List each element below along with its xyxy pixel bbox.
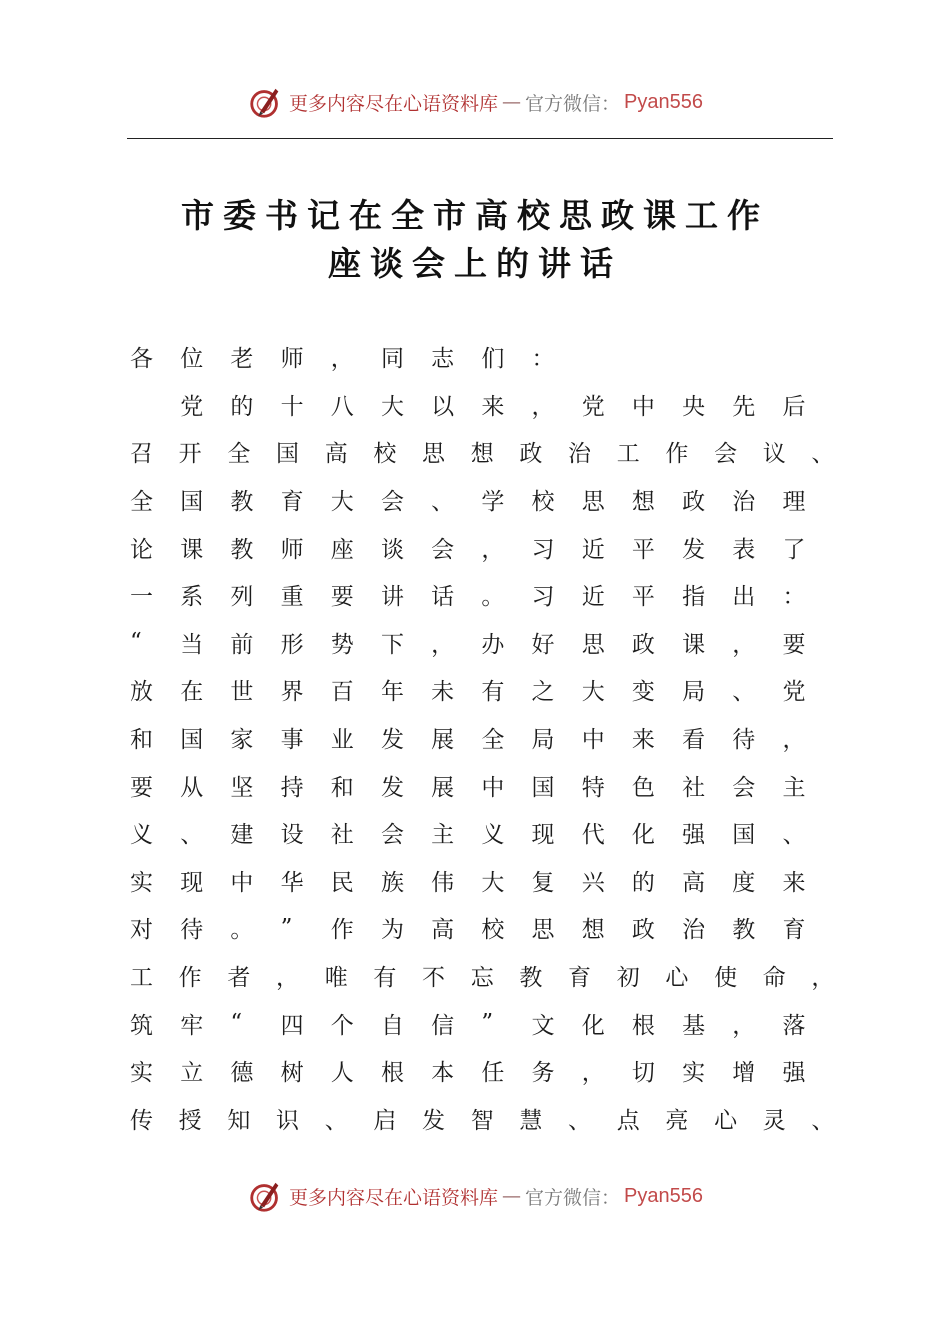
text-char: 教 [732, 917, 756, 944]
text-char: 发 [380, 727, 404, 754]
text-char: 局 [682, 679, 706, 706]
text-char: 党 [782, 679, 806, 706]
text-char: 、 [431, 489, 455, 516]
text-char: 持 [280, 774, 304, 801]
text-char: 校 [373, 441, 397, 468]
text-char: 大 [481, 869, 505, 896]
header-divider [127, 138, 833, 139]
text-char: 主 [782, 774, 806, 801]
text-char: 有 [481, 679, 505, 706]
text-line [130, 952, 860, 1000]
text-char: 育 [782, 917, 806, 944]
text-char: 召 [130, 441, 153, 468]
text-char: 会 [380, 822, 404, 849]
text-char: 人 [330, 1060, 354, 1087]
text-char: 变 [631, 679, 655, 706]
text-char: ， [481, 536, 505, 563]
text-line [130, 381, 860, 429]
text-char: 化 [631, 822, 655, 849]
text-char: 智 [470, 1107, 494, 1134]
text-char: 治 [682, 917, 706, 944]
text-char: 发 [422, 1107, 446, 1134]
text-char: 从 [180, 774, 204, 801]
text-char: 全 [227, 441, 251, 468]
text-char: ： [531, 346, 555, 373]
text-line [130, 333, 860, 381]
text-char: ， [732, 631, 756, 658]
text-char: 们 [481, 346, 505, 373]
text-char: 系 [180, 584, 204, 611]
text-char: 课 [180, 536, 204, 563]
text-char: 传 [130, 1107, 153, 1134]
text-char: 待 [732, 727, 756, 754]
text-char: 、 [811, 441, 835, 468]
text-char: 实 [682, 1060, 706, 1087]
text-char: 政 [631, 631, 655, 658]
text-char: 来 [481, 393, 505, 420]
banner-content [247, 1177, 703, 1215]
text-char [130, 391, 180, 417]
text-char: 会 [431, 536, 455, 563]
text-char: 位 [180, 346, 204, 373]
text-line [130, 1047, 860, 1095]
text-line [130, 1095, 860, 1143]
text-char: 命 [762, 965, 786, 992]
text-line [130, 857, 860, 905]
text-char: 想 [581, 917, 605, 944]
text-char: 展 [431, 727, 455, 754]
text-char: 唯 [324, 965, 348, 992]
speech-body [130, 333, 860, 1142]
text-char: 在 [180, 679, 204, 706]
text-char: 、 [782, 822, 806, 849]
banner-text: 更多内容尽在心语资料库 [289, 92, 499, 115]
text-char: ： [782, 584, 806, 611]
text-char: 教 [519, 965, 543, 992]
text-char: 近 [581, 536, 605, 563]
text-char: 思 [531, 917, 555, 944]
text-char: 中 [230, 869, 254, 896]
text-char: 立 [180, 1060, 204, 1087]
text-char: 讲 [380, 584, 404, 611]
text-char: 自 [380, 1012, 404, 1039]
text-char: 思 [581, 631, 605, 658]
banner-text: 更多内容尽在心语资料库 [289, 1186, 499, 1209]
text-char: 央 [682, 393, 706, 420]
text-char: 座 [330, 536, 354, 563]
document-title-line-1: 市委书记在全市高校思政课工作 [181, 196, 769, 235]
text-char: ， [330, 346, 354, 373]
text-char: ， [531, 393, 555, 420]
text-char: 业 [330, 727, 354, 754]
text-char: 表 [732, 536, 756, 563]
text-char: 知 [227, 1107, 251, 1134]
text-line [130, 999, 860, 1047]
text-char: 德 [230, 1060, 254, 1087]
text-line [130, 428, 860, 476]
text-char: ， [811, 965, 835, 992]
text-char: 治 [732, 489, 756, 516]
text-char: 全 [130, 489, 153, 516]
text-char: 增 [732, 1060, 756, 1087]
text-char: 世 [230, 679, 254, 706]
text-char: 来 [631, 727, 655, 754]
banner-content [247, 83, 703, 121]
text-line [130, 714, 860, 762]
text-char: 代 [581, 822, 605, 849]
text-char: 复 [531, 869, 555, 896]
text-char: 对 [130, 917, 153, 944]
text-char: 会 [732, 774, 756, 801]
text-char: 识 [276, 1107, 300, 1134]
text-char: 牢 [180, 1012, 204, 1039]
text-char: 实 [130, 1060, 153, 1087]
text-char: 党 [581, 393, 605, 420]
text-char: 待 [180, 917, 204, 944]
text-char: 以 [431, 393, 455, 420]
text-char: 话 [431, 584, 455, 611]
text-char: 百 [330, 679, 354, 706]
text-line [130, 666, 860, 714]
text-line [130, 523, 860, 571]
text-char: 初 [616, 965, 640, 992]
text-char: 势 [330, 631, 354, 658]
text-char: 指 [682, 584, 706, 611]
pen-logo-icon [247, 1177, 285, 1215]
text-char: 落 [782, 1012, 806, 1039]
text-char: 十 [280, 393, 304, 420]
text-char: 前 [230, 631, 254, 658]
text-char: 根 [631, 1012, 655, 1039]
text-char: 个 [330, 1012, 354, 1039]
text-char: 者 [227, 965, 251, 992]
text-char: 理 [782, 489, 806, 516]
banner-label: 官方微信： [525, 1186, 621, 1209]
text-char: 度 [732, 869, 756, 896]
text-char: ， [782, 727, 806, 754]
text-char: 下 [380, 631, 404, 658]
text-char: 了 [782, 536, 806, 563]
text-line [130, 761, 860, 809]
banner-dash: — [502, 91, 522, 113]
text-char: 教 [230, 536, 254, 563]
text-char: 设 [280, 822, 304, 849]
text-char: 和 [330, 774, 354, 801]
text-char: 国 [180, 489, 204, 516]
text-char: ” [280, 914, 293, 941]
text-char: 各 [130, 346, 153, 373]
text-char: ” [481, 1010, 494, 1037]
text-char: 中 [631, 393, 655, 420]
text-char: 要 [330, 584, 354, 611]
text-char: 兴 [581, 869, 605, 896]
text-line [130, 809, 860, 857]
text-char: 高 [431, 917, 455, 944]
text-char: 局 [531, 727, 555, 754]
text-char: 事 [280, 727, 304, 754]
text-char: 政 [631, 917, 655, 944]
text-char: 志 [431, 346, 455, 373]
text-char: 政 [682, 489, 706, 516]
text-char: 族 [380, 869, 404, 896]
text-char: ， [431, 631, 455, 658]
text-char: 的 [230, 393, 254, 420]
text-char: 作 [665, 441, 689, 468]
text-char: 当 [180, 631, 204, 658]
text-char: 习 [531, 536, 555, 563]
text-char: 化 [581, 1012, 605, 1039]
text-char: 未 [431, 679, 455, 706]
text-char: 建 [230, 822, 254, 849]
text-char: 。 [230, 917, 254, 944]
text-char: 任 [481, 1060, 505, 1087]
text-char: 师 [280, 536, 304, 563]
text-char: 务 [531, 1060, 555, 1087]
text-char: 教 [230, 489, 254, 516]
text-char: 平 [631, 536, 655, 563]
text-char: 民 [330, 869, 354, 896]
text-char: 强 [682, 822, 706, 849]
text-char: 国 [531, 774, 555, 801]
text-char: 近 [581, 584, 605, 611]
text-char: 主 [431, 822, 455, 849]
text-char: 议 [762, 441, 786, 468]
text-char: 心 [714, 1107, 738, 1134]
text-char: 的 [631, 869, 655, 896]
text-char: 要 [782, 631, 806, 658]
text-char: 坚 [230, 774, 254, 801]
text-char: 根 [380, 1060, 404, 1087]
text-line [130, 476, 860, 524]
text-char: 华 [280, 869, 304, 896]
text-char: 中 [481, 774, 505, 801]
text-char: “ [230, 1010, 243, 1037]
text-char: 基 [682, 1012, 706, 1039]
banner-wechat-id: Pyan556 [624, 1184, 703, 1207]
text-char: 重 [280, 584, 304, 611]
text-char: 作 [330, 917, 354, 944]
text-char: 全 [481, 727, 505, 754]
text-char: 义 [481, 822, 505, 849]
text-char: 本 [431, 1060, 455, 1087]
text-char: 思 [581, 489, 605, 516]
text-char: 灵 [762, 1107, 786, 1134]
text-char: 切 [631, 1060, 655, 1087]
text-char: 高 [682, 869, 706, 896]
text-char: 列 [230, 584, 254, 611]
text-char: 来 [782, 869, 806, 896]
text-char: 国 [180, 727, 204, 754]
text-char: 亮 [665, 1107, 689, 1134]
text-char: 工 [616, 441, 640, 468]
text-char: 义 [130, 822, 153, 849]
text-char: 想 [470, 441, 494, 468]
text-char: 、 [324, 1107, 348, 1134]
text-char: 育 [568, 965, 592, 992]
text-char: 国 [276, 441, 300, 468]
banner-wechat-id: Pyan556 [624, 90, 703, 113]
text-line [130, 619, 860, 667]
text-char: 展 [431, 774, 455, 801]
text-char: 强 [782, 1060, 806, 1087]
text-char: 。 [481, 584, 505, 611]
text-char: 有 [373, 965, 397, 992]
text-line [130, 571, 860, 619]
text-char: 校 [481, 917, 505, 944]
text-char: ， [581, 1060, 605, 1087]
text-char: 育 [280, 489, 304, 516]
text-char: 会 [380, 489, 404, 516]
text-char: 不 [422, 965, 446, 992]
text-char: 政 [519, 441, 543, 468]
text-char: 治 [568, 441, 592, 468]
footer-watermark-banner [0, 1176, 950, 1216]
text-char: ， [276, 965, 300, 992]
text-char: 高 [324, 441, 348, 468]
text-char: 文 [531, 1012, 555, 1039]
text-char: 大 [380, 393, 404, 420]
text-char: 习 [531, 584, 555, 611]
text-char: 忘 [470, 965, 494, 992]
text-char: 会 [714, 441, 738, 468]
text-char: 老 [230, 346, 254, 373]
text-char: 界 [280, 679, 304, 706]
text-char: 发 [380, 774, 404, 801]
text-char: 点 [616, 1107, 640, 1134]
text-char: 放 [130, 679, 153, 706]
text-char: 和 [130, 727, 153, 754]
text-char: 校 [531, 489, 555, 516]
text-char: 工 [130, 965, 153, 992]
text-char: 先 [732, 393, 756, 420]
text-char: 谈 [380, 536, 404, 563]
text-char: 后 [782, 393, 806, 420]
text-char: 家 [230, 727, 254, 754]
text-char: 大 [330, 489, 354, 516]
text-char: 授 [178, 1107, 202, 1134]
text-char: 好 [531, 631, 555, 658]
pen-logo-icon [247, 83, 285, 121]
text-char: 党 [180, 393, 204, 420]
text-char: 同 [380, 346, 404, 373]
banner-label: 官方微信： [525, 92, 621, 115]
text-char: 八 [330, 393, 354, 420]
text-char: 师 [280, 346, 304, 373]
text-char: 要 [130, 774, 153, 801]
text-char: 特 [581, 774, 605, 801]
banner-dash: — [502, 1185, 522, 1207]
text-char: 作 [178, 965, 202, 992]
document-title-line-2: 座谈会上的讲话 [328, 244, 622, 283]
text-char: 、 [180, 822, 204, 849]
text-char: 学 [481, 489, 505, 516]
text-char: 伟 [431, 869, 455, 896]
text-char: 一 [130, 584, 153, 611]
text-char: 发 [682, 536, 706, 563]
text-char: 形 [280, 631, 304, 658]
text-char: 、 [732, 679, 756, 706]
text-char: 使 [714, 965, 738, 992]
text-char: 出 [732, 584, 756, 611]
text-char: 现 [180, 869, 204, 896]
text-char: 之 [531, 679, 555, 706]
text-char: 看 [682, 727, 706, 754]
text-char: 中 [581, 727, 605, 754]
text-char: 课 [682, 631, 706, 658]
text-char: 信 [431, 1012, 455, 1039]
text-char: 论 [130, 536, 153, 563]
text-char: 年 [380, 679, 404, 706]
text-char: 国 [732, 822, 756, 849]
text-char: 、 [568, 1107, 592, 1134]
text-char: 启 [373, 1107, 397, 1134]
text-char: ， [732, 1012, 756, 1039]
text-char: 现 [531, 822, 555, 849]
text-char: 思 [422, 441, 446, 468]
text-char: 色 [631, 774, 655, 801]
text-line [130, 904, 860, 952]
text-char: 筑 [130, 1012, 153, 1039]
text-char: 四 [280, 1012, 304, 1039]
text-char: “ [130, 629, 142, 656]
text-char: 社 [682, 774, 706, 801]
text-char: 想 [631, 489, 655, 516]
text-char: 社 [330, 822, 354, 849]
header-watermark-banner [0, 82, 950, 122]
text-char: 树 [280, 1060, 304, 1087]
text-char: 平 [631, 584, 655, 611]
text-char: 大 [581, 679, 605, 706]
text-char: 、 [811, 1107, 835, 1134]
text-char: 慧 [519, 1107, 543, 1134]
text-char: 为 [380, 917, 404, 944]
text-char: 开 [178, 441, 202, 468]
text-char: 办 [481, 631, 505, 658]
text-char: 心 [665, 965, 689, 992]
text-char: 实 [130, 869, 153, 896]
